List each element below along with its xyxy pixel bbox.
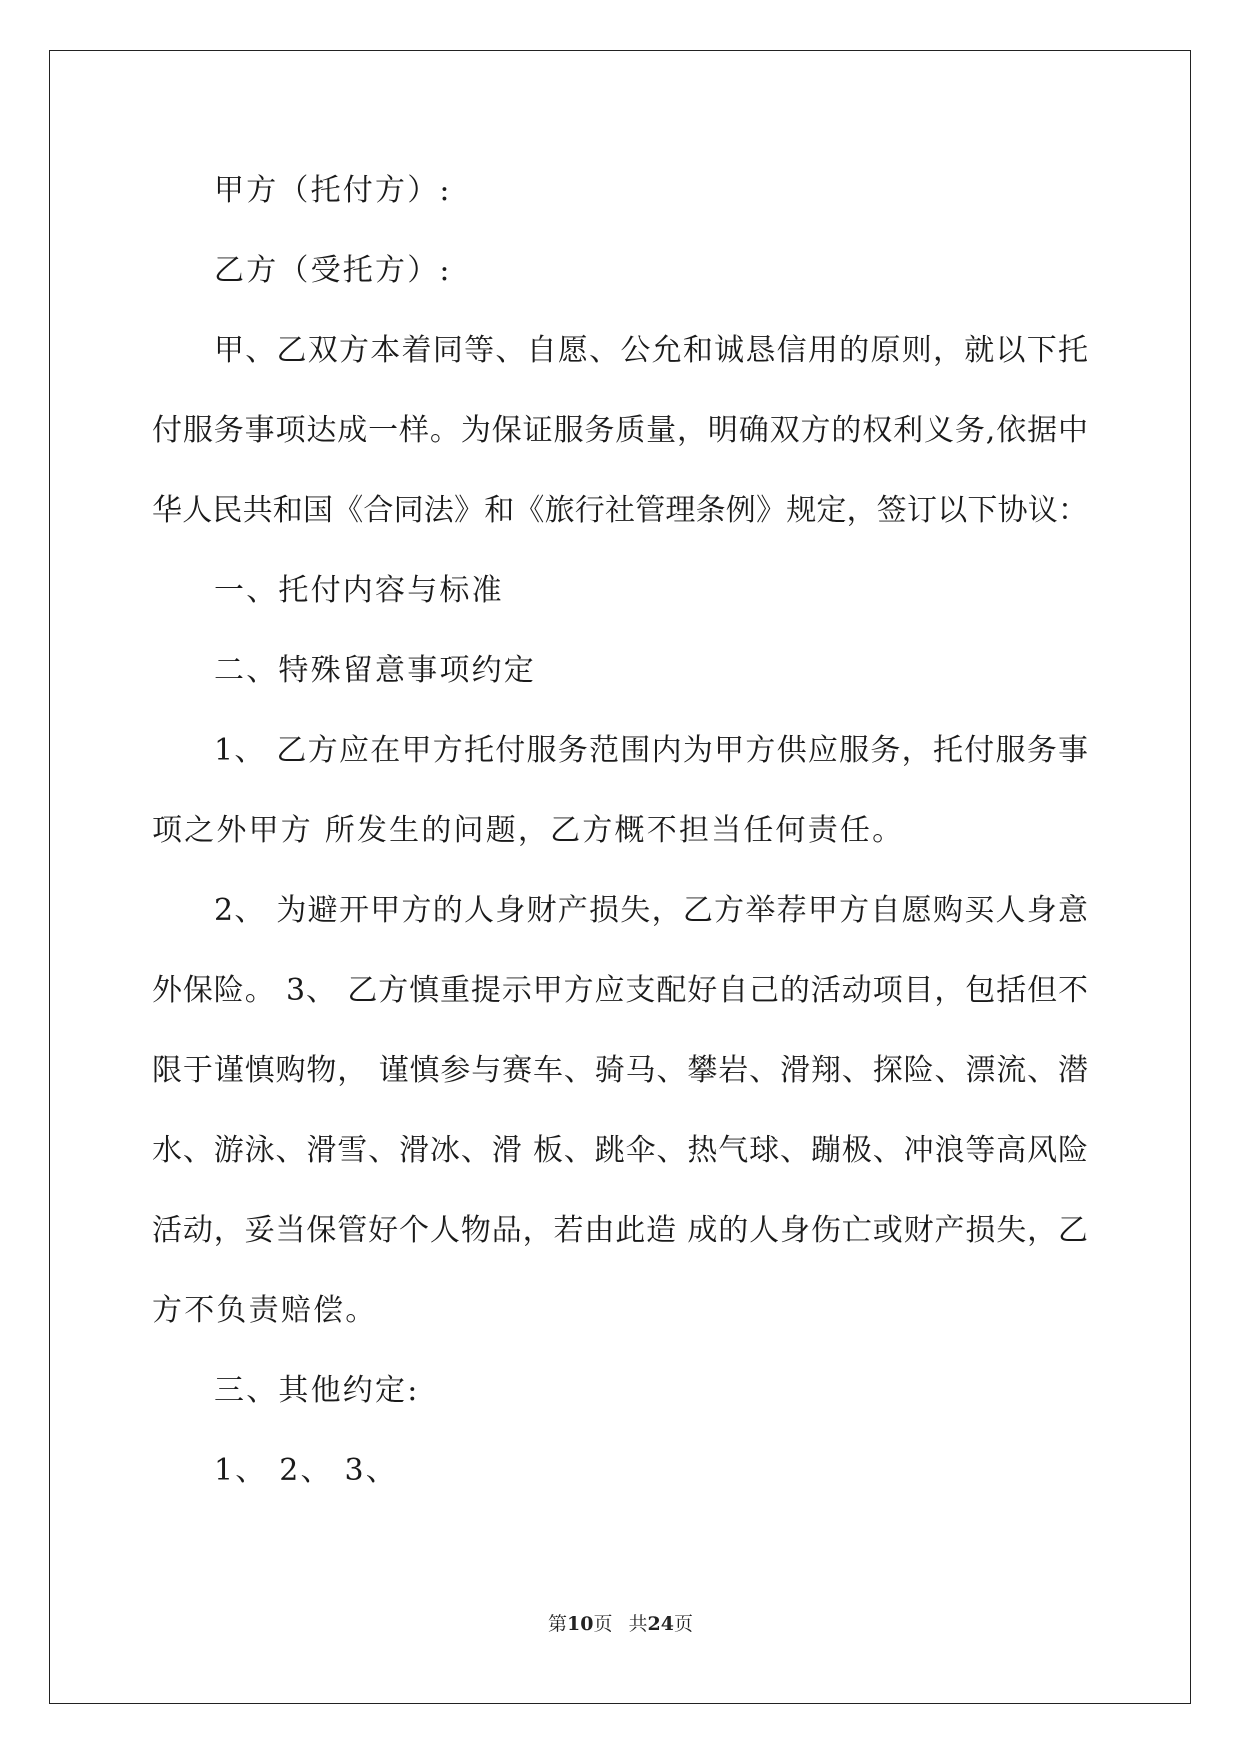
- page-total: 24: [647, 1613, 674, 1635]
- list-item: 1、 2、 3、: [214, 1453, 398, 1488]
- paragraph-line: 甲、乙双方本着同等、自愿、公允和诚恳信用的原则，就以下托: [214, 333, 1088, 368]
- paragraph-line: 方不负责赔偿。: [152, 1293, 378, 1328]
- section-heading: 一、托付内容与标准: [214, 573, 504, 608]
- paragraph-line: 限于谨慎购物， 谨慎参与赛车、骑马、攀岩、滑翔、探险、漂流、潜: [152, 1053, 1088, 1088]
- page-prefix: 第: [548, 1613, 568, 1635]
- party-a-line: 甲方（托付方）:: [214, 173, 452, 208]
- page-suffix: 页: [593, 1613, 613, 1635]
- paragraph-line: 2、 为避开甲方的人身财产损失，乙方举荐甲方自愿购买人身意: [214, 893, 1088, 928]
- page-footer: [0, 1612, 1241, 1636]
- paragraph-line: 付服务事项达成一样。为保证服务质量，明确双方的权利义务,依据中: [152, 413, 1088, 448]
- section-heading: 三、其他约定:: [214, 1373, 420, 1408]
- paragraph-line: 水、游泳、滑雪、滑冰、滑 板、跳伞、热气球、蹦极、冲浪等高风险: [152, 1133, 1088, 1168]
- paragraph-line: 1、 乙方应在甲方托付服务范围内为甲方供应服务，托付服务事: [214, 733, 1088, 768]
- paragraph-line: 项之外甲方 所发生的问题，乙方概不担当任何责任。: [152, 813, 905, 848]
- paragraph-line: 华人民共和国《合同法》和《旅行社管理条例》规定，签订以下协议：: [152, 493, 1088, 528]
- paragraph-line: 活动，妥当保管好个人物品，若由此造 成的人身伤亡或财产损失，乙: [152, 1213, 1088, 1248]
- party-b-line: 乙方（受托方）:: [214, 253, 452, 288]
- total-prefix: 共: [628, 1613, 648, 1635]
- section-heading: 二、特殊留意事项约定: [214, 653, 536, 688]
- paragraph-line: 外保险。 3、 乙方慎重提示甲方应支配好自己的活动项目，包括但不: [152, 973, 1088, 1008]
- page-current: 10: [567, 1613, 594, 1635]
- total-suffix: 页: [673, 1613, 693, 1635]
